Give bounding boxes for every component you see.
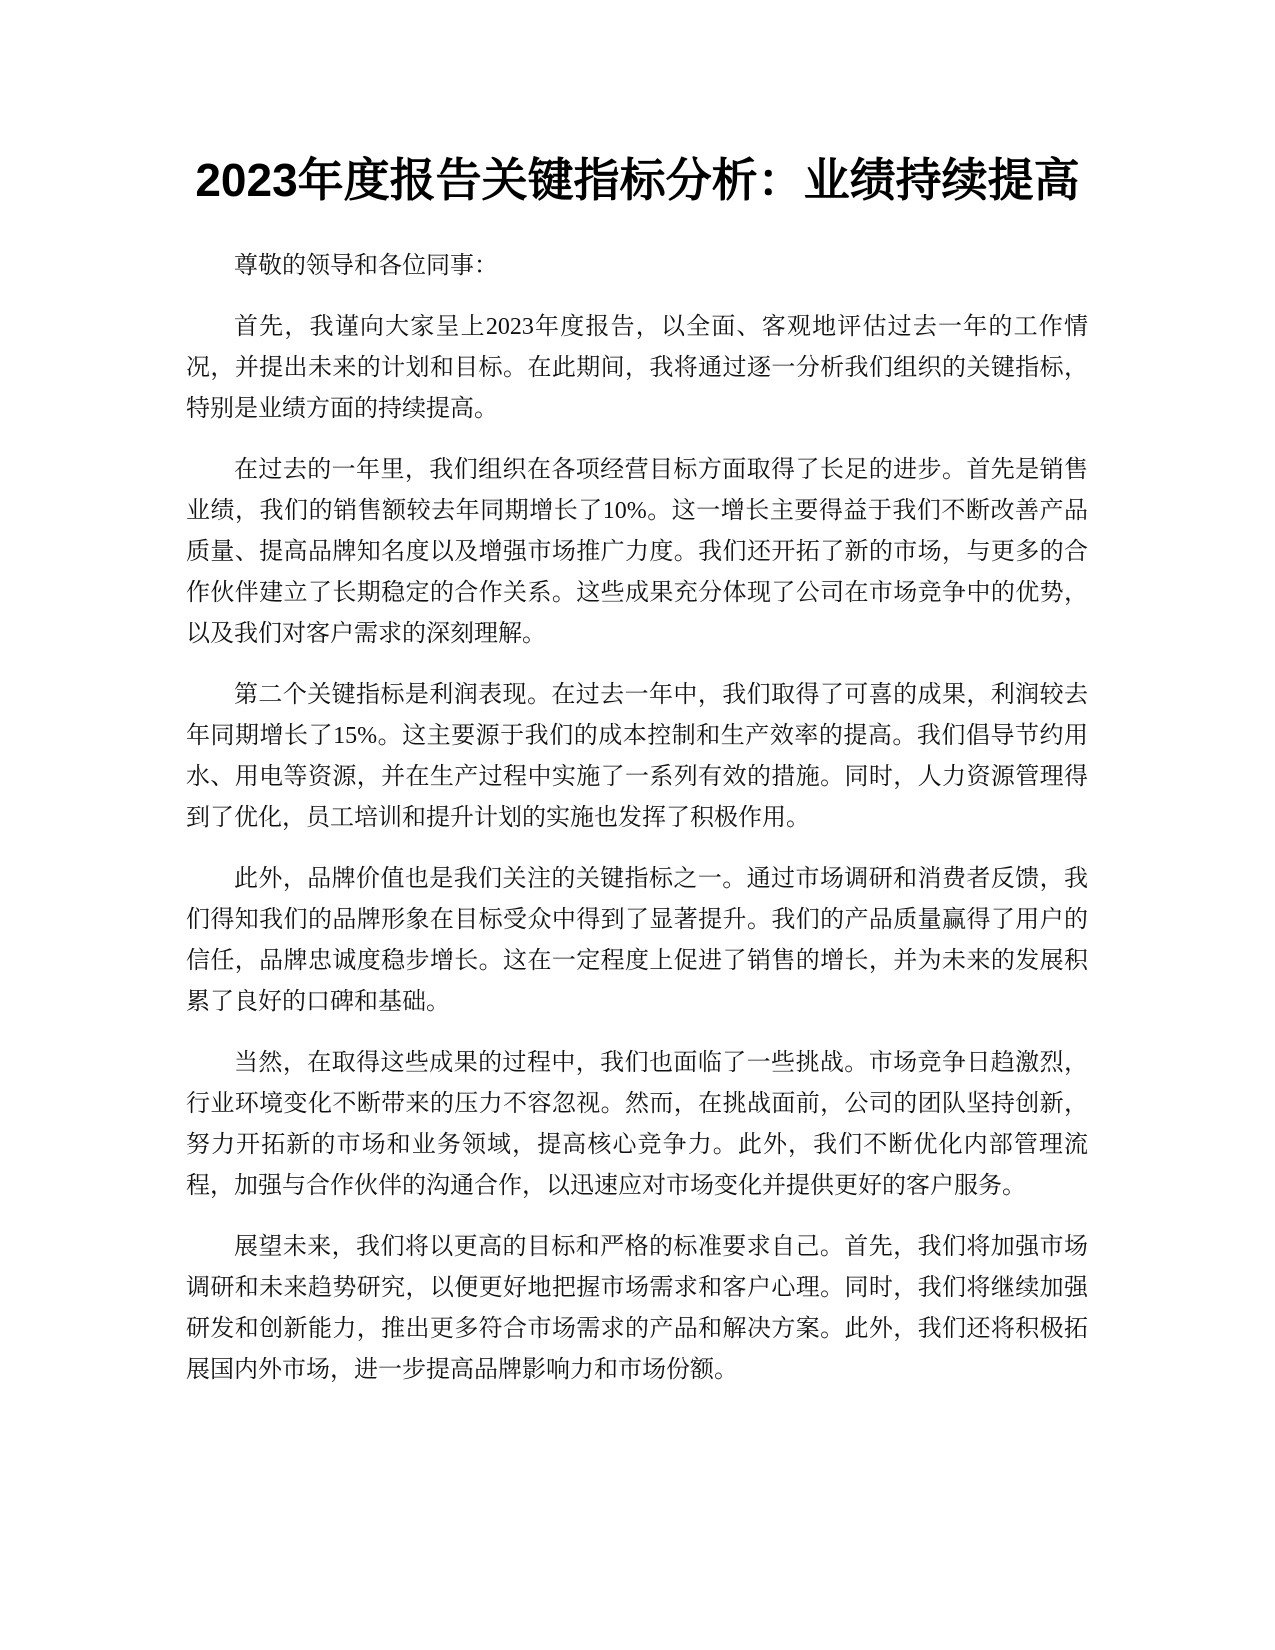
brand-paragraph: 此外，品牌价值也是我们关注的关键指标之一。通过市场调研和消费者反馈，我们得知我们的品牌形象在目标受众中得到了显著提升。我们的产品质量赢得了用户的信任，品牌忠诚度稳步增长。这在一定程度上促进了销售的增长，并为未来的发展积累了良好的口碑和基础。	[186, 866, 1088, 1015]
document-title: 2023年度报告关键指标分析：业绩持续提高	[195, 154, 1080, 206]
intro-paragraph: 首先，我谨向大家呈上2023年度报告，以全面、客观地评估过去一年的工作情况，并提出未来的计划和目标。在此期间，我将通过逐一分析我们组织的关键指标，特别是业绩方面的持续提高。	[186, 314, 1088, 422]
challenges-paragraph: 当然，在取得这些成果的过程中，我们也面临了一些挑战。市场竞争日趋激烈，行业环境变化不断带来的压力不容忽视。然而，在挑战面前，公司的团队坚持创新，努力开拓新的市场和业务领域，提高核心竞争力。此外，我们不断优化内部管理流程，加强与合作伙伴的沟通合作，以迅速应对市场变化并提供更好的客户服务。	[186, 1050, 1088, 1199]
sales-paragraph: 在过去的一年里，我们组织在各项经营目标方面取得了长足的进步。首先是销售业绩，我们的销售额较去年同期增长了10%。这一增长主要得益于我们不断改善产品质量、提高品牌知名度以及增强市场推广力度。我们还开拓了新的市场，与更多的合作伙伴建立了长期稳定的合作关系。这些成果充分体现了公司在市场竞争中的优势，以及我们对客户需求的深刻理解。	[186, 457, 1088, 647]
outlook-paragraph: 展望未来，我们将以更高的目标和严格的标准要求自己。首先，我们将加强市场调研和未来趋势研究，以便更好地把握市场需求和客户心理。同时，我们将继续加强研发和创新能力，推出更多符合市场需求的产品和解决方案。此外，我们还将积极拓展国内外市场，进一步提高品牌影响力和市场份额。	[186, 1234, 1088, 1383]
profit-paragraph: 第二个关键指标是利润表现。在过去一年中，我们取得了可喜的成果，利润较去年同期增长了15%。这主要源于我们的成本控制和生产效率的提高。我们倡导节约用水、用电等资源，并在生产过程中实施了一系列有效的措施。同时，人力资源管理得到了优化，员工培训和提升计划的实施也发挥了积极作用。	[186, 682, 1088, 831]
greeting-paragraph: 尊敬的领导和各位同事：	[234, 253, 498, 279]
document-body	[186, 246, 1088, 1411]
